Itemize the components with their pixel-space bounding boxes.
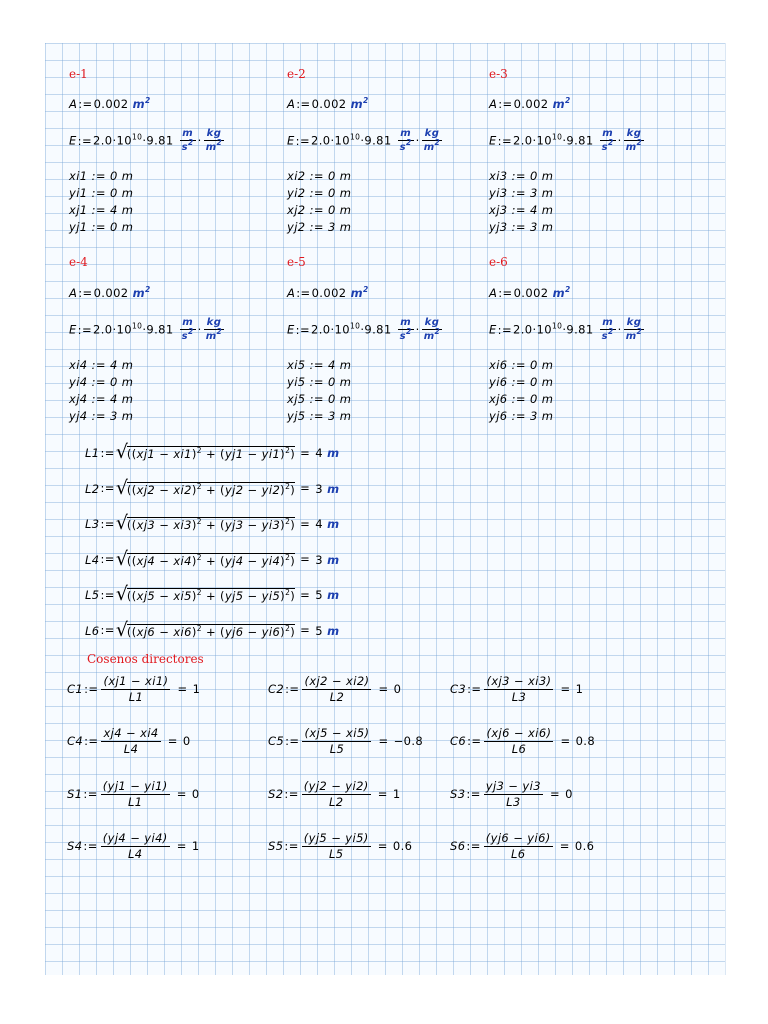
yj-term: yj1 <box>224 447 244 461</box>
coord-yj2[interactable]: yj2 := 3 m <box>287 220 352 234</box>
radical-icon: √ <box>115 583 129 605</box>
length-unit: m <box>327 552 340 567</box>
fraction <box>101 781 170 808</box>
length-equation-l3[interactable]: L3:= √ $((xj3 - xi3)^2 + (yj3 - yi3)^2) = 4$ m <box>85 512 340 534</box>
unit-fraction-kgm2: $\frac{kg}{m^2}$ <box>423 317 441 342</box>
coord-xi3[interactable]: xi3 := 0 m <box>489 169 554 183</box>
director-symbol: S5 <box>268 839 284 853</box>
length-equation-l4[interactable]: L4:= √ $((xj4 - xi4)^2 + (yj4 - yi4)^2) = 3$ m <box>85 547 340 570</box>
xi-term: xi4 <box>173 553 192 568</box>
coord-xj5[interactable]: xj5 := 0 m <box>287 392 352 406</box>
fraction <box>302 676 371 703</box>
director-c5[interactable]: C5:= $\frac{(xj5 - xi5)}{L5}$ = −0.8 <box>268 726 424 756</box>
coord-yj4[interactable]: yj4 := 3 m <box>69 409 134 423</box>
area-unit: m <box>350 286 363 300</box>
modulus-g: 9.81 <box>364 322 392 337</box>
length-symbol: L5 <box>85 587 100 602</box>
area-unit: m <box>350 97 363 111</box>
unit-fraction-ms2: $\frac{m}{s^2}$ <box>399 128 412 153</box>
modulus-g: 9.81 <box>566 322 594 337</box>
fraction-numerator: (yj6 − yi6) <box>485 831 551 845</box>
xj-term: xj6 <box>136 624 156 639</box>
area-def[interactable]: A:=0.002 $m^2$ <box>287 96 369 111</box>
area-unit: m <box>132 97 145 111</box>
director-result: 1 <box>192 682 201 696</box>
director-result: 1 <box>575 682 584 696</box>
area-symbol: A <box>69 286 78 300</box>
length-unit: m <box>327 481 340 496</box>
modulus-def[interactable]: $E:=2.0\cdot 10^{10}\cdot 9.81$ $\frac{m}{s^2}$ · $\frac{kg}{m^2}$ <box>287 317 441 342</box>
yj-term: yj5 <box>224 589 244 603</box>
modulus-base: 10 <box>334 133 350 148</box>
modulus-exp: 10 <box>349 132 361 142</box>
length-symbol: L3 <box>85 516 100 531</box>
coord-xj1[interactable]: xj1 := 4 m <box>69 203 134 217</box>
radicand: $((xj3 - xi3)^2 + (yj3 - yi3)^2)$ <box>126 517 296 532</box>
director-symbol: C4 <box>67 734 84 748</box>
fraction <box>484 833 553 860</box>
modulus-mantissa: 2.0 <box>310 322 331 337</box>
length-result: 4 <box>315 516 323 531</box>
unit-fraction-kgm2: $\frac{kg}{m^2}$ <box>625 128 643 153</box>
director-c6[interactable]: C6:= $\frac{(xj6 - xi6)}{L6}$ = 0.8 <box>450 726 596 756</box>
director-symbol: S3 <box>450 787 466 801</box>
director-s5[interactable]: S5:= $\frac{(yj5 - yi5)}{L5}$ = 0.6 <box>268 831 413 861</box>
director-c3[interactable]: C3:= $\frac{(xj3 - xi3)}{L3}$ = 1 <box>450 674 584 704</box>
fraction-denominator: L3 <box>506 794 521 809</box>
area-def[interactable]: A:=0.002 $m^2$ <box>69 285 151 300</box>
modulus-g: 9.81 <box>566 133 594 148</box>
area-symbol: A <box>287 286 296 300</box>
fraction <box>302 833 371 860</box>
fraction <box>302 728 371 755</box>
xi-term: xi3 <box>173 518 192 532</box>
fraction-numerator: (xj5 − xi5) <box>304 726 370 740</box>
coord-xj4[interactable]: xj4 := 4 m <box>69 392 134 406</box>
length-unit: m <box>327 623 340 638</box>
length-symbol: L6 <box>85 623 100 638</box>
area-unit: m <box>552 286 565 300</box>
modulus-exp: 10 <box>349 321 361 331</box>
xj-term: xj3 <box>136 518 156 532</box>
modulus-def[interactable]: $E:=2.0\cdot 10^{10}\cdot 9.81$ $\frac{m}{s^2}$ · $\frac{kg}{m^2}$ <box>489 128 643 153</box>
coord-yi4[interactable]: yi4 := 0 m <box>69 375 134 389</box>
coord-xi6[interactable]: xi6 := 0 m <box>489 358 554 372</box>
director-symbol: C5 <box>268 734 285 748</box>
director-s1[interactable]: S1:= $\frac{(yj1 - yi1)}{L1}$ = 0 <box>67 779 200 809</box>
section-label-e4: e-4 <box>69 255 88 269</box>
yi-term: yi2 <box>261 482 281 497</box>
coord-yj3[interactable]: yj3 := 3 m <box>489 220 554 234</box>
radical-icon: √ <box>115 547 129 570</box>
yj-term: yj3 <box>224 518 244 532</box>
section-label-e2: e-2 <box>287 67 306 81</box>
director-symbol: S1 <box>67 787 83 801</box>
modulus-base: 10 <box>536 133 552 148</box>
area-def[interactable]: A:=0.002 $m^2$ <box>69 96 151 111</box>
modulus-g: 9.81 <box>146 133 174 148</box>
length-symbol: L1 <box>85 445 100 460</box>
yi-term: yi4 <box>261 553 281 568</box>
coord-yi3[interactable]: yi3 := 3 m <box>489 186 554 200</box>
area-def[interactable]: A:=0.002 $m^2$ <box>489 96 571 111</box>
length-result: 5 <box>315 587 323 602</box>
coord-yj5[interactable]: yj5 := 3 m <box>287 409 352 423</box>
length-unit: m <box>327 516 340 531</box>
unit-fraction-kgm2: $\frac{kg}{m^2}$ <box>423 128 441 153</box>
xi-term: xi1 <box>173 447 192 461</box>
yj-term: yj2 <box>224 482 244 497</box>
director-symbol: S4 <box>67 839 83 853</box>
director-result: −0.8 <box>393 734 424 748</box>
modulus-symbol: E <box>69 322 77 337</box>
worksheet <box>45 43 726 975</box>
fraction-denominator: L5 <box>328 846 344 861</box>
fraction <box>484 781 543 808</box>
coord-yj1[interactable]: yj1 := 0 m <box>69 220 134 234</box>
xj-term: xj4 <box>136 553 156 568</box>
modulus-symbol: E <box>287 133 295 148</box>
xi-term: xi6 <box>173 624 192 639</box>
modulus-exp: 10 <box>131 132 143 142</box>
coord-yi5[interactable]: yi5 := 0 m <box>287 375 352 389</box>
fraction <box>101 833 170 860</box>
fraction-numerator: yj3 − yi3 <box>485 779 541 793</box>
director-c1[interactable]: C1:= $\frac{(xj1 - xi1)}{L1}$ = 1 <box>67 674 201 704</box>
director-result: 0 <box>565 787 573 801</box>
director-result: 1 <box>191 839 200 853</box>
director-s6[interactable]: S6:= $\frac{(yj6 - yi6)}{L6}$ = 0.6 <box>450 831 595 861</box>
area-def[interactable]: A:=0.002 $m^2$ <box>287 285 369 300</box>
fraction <box>302 781 371 808</box>
length-symbol: L4 <box>85 552 100 567</box>
area-value: 0.002 <box>513 97 549 111</box>
modulus-mantissa: 2.0 <box>92 133 113 148</box>
fraction-denominator: L6 <box>511 741 527 756</box>
modulus-base: 10 <box>116 133 132 148</box>
length-equation-l5[interactable]: L5:= √ $((xj5 - xi5)^2 + (yj5 - yi5)^2) = 5$ m <box>85 583 340 605</box>
length-unit: m <box>327 445 340 460</box>
modulus-g: 9.81 <box>146 322 174 337</box>
director-result: 0.6 <box>574 839 595 853</box>
modulus-mantissa: 2.0 <box>92 322 113 337</box>
modulus-base: 10 <box>334 322 350 337</box>
director-symbol: C6 <box>450 734 467 748</box>
fraction <box>484 676 553 703</box>
length-result: 5 <box>315 623 323 638</box>
fraction-numerator: (yj2 − yi2) <box>303 779 369 793</box>
xi-term: xi5 <box>173 589 192 603</box>
fraction <box>484 728 553 755</box>
yj-term: yj6 <box>224 624 244 639</box>
fraction-numerator: (xj1 − xi1) <box>103 674 169 688</box>
fraction-numerator: (xj2 − xi2) <box>304 674 370 688</box>
director-result: 0.8 <box>575 734 596 748</box>
unit-fraction-ms2: $\frac{m}{s^2}$ <box>601 128 614 153</box>
coord-xi2[interactable]: xi2 := 0 m <box>287 169 352 183</box>
yi-term: yi6 <box>261 624 281 639</box>
area-value: 0.002 <box>513 286 549 300</box>
area-symbol: A <box>69 97 78 111</box>
fraction-numerator: (xj3 − xi3) <box>486 674 552 688</box>
modulus-symbol: E <box>287 322 295 337</box>
fraction <box>101 728 160 755</box>
modulus-def[interactable]: $E:=2.0\cdot 10^{10}\cdot 9.81$ $\frac{m}{s^2}$ · $\frac{kg}{m^2}$ <box>69 317 223 342</box>
area-unit: m <box>132 286 145 300</box>
xj-term: xj1 <box>136 447 156 461</box>
unit-fraction-kgm2: $\frac{kg}{m^2}$ <box>205 128 223 153</box>
fraction-denominator: L4 <box>127 846 143 861</box>
radical-icon: √ <box>115 476 129 499</box>
xi-term: xi2 <box>173 482 192 497</box>
area-def[interactable]: A:=0.002 $m^2$ <box>489 285 571 300</box>
director-symbol: C2 <box>268 682 285 696</box>
section-label-e3: e-3 <box>489 67 508 81</box>
unit-fraction-ms2: $\frac{m}{s^2}$ <box>601 317 614 342</box>
modulus-symbol: E <box>69 133 77 148</box>
length-result: 3 <box>315 552 323 567</box>
fraction-denominator: L1 <box>127 794 143 809</box>
coord-xj3[interactable]: xj3 := 4 m <box>489 203 554 217</box>
modulus-symbol: E <box>489 322 497 337</box>
area-value: 0.002 <box>93 97 129 111</box>
length-equation-l2[interactable]: L2:= √ $((xj2 - xi2)^2 + (yj2 - yi2)^2) = 3$ m <box>85 476 340 499</box>
section-label-e1: e-1 <box>69 67 88 81</box>
fraction-numerator: (yj1 − yi1) <box>102 779 168 793</box>
fraction-denominator: L3 <box>511 689 527 704</box>
unit-fraction-kgm2: $\frac{kg}{m^2}$ <box>625 317 643 342</box>
radicand: $((xj1 - xi1)^2 + (yj1 - yi1)^2)$ <box>126 446 296 461</box>
section-label-e5: e-5 <box>287 255 306 269</box>
radical-icon: √ <box>115 512 129 534</box>
fraction-denominator: L4 <box>123 741 139 756</box>
area-symbol: A <box>287 97 296 111</box>
area-value: 0.002 <box>93 286 129 300</box>
director-result: 0 <box>393 682 402 696</box>
modulus-base: 10 <box>536 322 552 337</box>
fraction-numerator: (xj6 − xi6) <box>486 726 552 740</box>
director-s2[interactable]: S2:= $\frac{(yj2 - yi2)}{L2}$ = 1 <box>268 779 401 809</box>
unit-fraction-ms2: $\frac{m}{s^2}$ <box>399 317 412 342</box>
fraction-numerator: xj4 − xi4 <box>103 726 159 740</box>
modulus-def[interactable]: $E:=2.0\cdot 10^{10}\cdot 9.81$ $\frac{m}{s^2}$ · $\frac{kg}{m^2}$ <box>69 128 223 153</box>
director-result: 0 <box>191 787 200 801</box>
coord-yi1[interactable]: yi1 := 0 m <box>69 186 134 200</box>
length-unit: m <box>327 587 340 602</box>
length-result: 4 <box>315 445 323 460</box>
radical-icon: √ <box>115 618 129 641</box>
director-s3[interactable]: S3:= $\frac{yj3 - yi3}{L3}$ = 0 <box>450 779 573 809</box>
area-value: 0.002 <box>311 97 347 111</box>
director-result: 0 <box>182 734 191 748</box>
fraction-denominator: L2 <box>328 794 344 809</box>
modulus-symbol: E <box>489 133 497 148</box>
director-symbol: C1 <box>67 682 84 696</box>
coord-xi1[interactable]: xi1 := 0 m <box>69 169 134 183</box>
coord-yj6[interactable]: yj6 := 3 m <box>489 409 554 423</box>
yj-term: yj4 <box>224 553 244 568</box>
xj-term: xj5 <box>136 589 156 603</box>
director-s4[interactable]: S4:= $\frac{(yj4 - yi4)}{L4}$ = 1 <box>67 831 200 861</box>
length-equation-l6[interactable]: L6:= √ $((xj6 - xi6)^2 + (yj6 - yi6)^2) = 5$ m <box>85 618 340 641</box>
fraction-numerator: (yj5 − yi5) <box>303 831 369 845</box>
modulus-def[interactable]: $E:=2.0\cdot 10^{10}\cdot 9.81$ $\frac{m}{s^2}$ · $\frac{kg}{m^2}$ <box>489 317 643 342</box>
modulus-g: 9.81 <box>364 133 392 148</box>
xj-term: xj2 <box>136 482 156 497</box>
yi-term: yi3 <box>261 518 281 532</box>
modulus-exp: 10 <box>131 321 143 331</box>
radicand: $((xj6 - xi6)^2 + (yj6 - yi6)^2)$ <box>126 623 296 639</box>
director-result: 1 <box>392 787 401 801</box>
length-symbol: L2 <box>85 481 100 496</box>
coord-yi2[interactable]: yi2 := 0 m <box>287 186 352 200</box>
modulus-exp: 10 <box>551 132 563 142</box>
radicand: $((xj4 - xi4)^2 + (yj4 - yi4)^2)$ <box>126 552 296 568</box>
radicand: $((xj5 - xi5)^2 + (yj5 - yi5)^2)$ <box>126 588 296 603</box>
modulus-exp: 10 <box>551 321 563 331</box>
radical-icon: √ <box>115 441 129 463</box>
yi-term: yi1 <box>261 447 281 461</box>
coord-xj2[interactable]: xj2 := 0 m <box>287 203 352 217</box>
modulus-mantissa: 2.0 <box>512 133 533 148</box>
modulus-base: 10 <box>116 322 132 337</box>
fraction-denominator: L1 <box>128 689 144 704</box>
director-c4[interactable]: C4:= $\frac{xj4 - xi4}{L4}$ = 0 <box>67 726 191 756</box>
coord-xj6[interactable]: xj6 := 0 m <box>489 392 554 406</box>
modulus-mantissa: 2.0 <box>310 133 331 148</box>
area-symbol: A <box>489 286 498 300</box>
length-result: 3 <box>315 481 323 496</box>
radicand: $((xj2 - xi2)^2 + (yj2 - yi2)^2)$ <box>126 481 296 497</box>
length-equation-l1[interactable]: L1:= √ $((xj1 - xi1)^2 + (yj1 - yi1)^2) = 4$ m <box>85 441 340 463</box>
coord-yi6[interactable]: yi6 := 0 m <box>489 375 554 389</box>
area-value: 0.002 <box>311 286 347 300</box>
area-symbol: A <box>489 97 498 111</box>
unit-fraction-ms2: $\frac{m}{s^2}$ <box>181 128 194 153</box>
fraction-denominator: L6 <box>510 846 526 861</box>
director-c2[interactable]: C2:= $\frac{(xj2 - xi2)}{L2}$ = 0 <box>268 674 402 704</box>
fraction-numerator: (yj4 − yi4) <box>102 831 168 845</box>
director-symbol: S2 <box>268 787 284 801</box>
fraction <box>101 676 170 703</box>
director-symbol: S6 <box>450 839 466 853</box>
fraction-denominator: L2 <box>329 689 345 704</box>
area-unit: m <box>552 97 565 111</box>
modulus-mantissa: 2.0 <box>512 322 533 337</box>
director-symbol: C3 <box>450 682 467 696</box>
cosenos-directores-heading: Cosenos directores <box>87 652 204 666</box>
unit-fraction-ms2: $\frac{m}{s^2}$ <box>181 317 194 342</box>
modulus-def[interactable]: $E:=2.0\cdot 10^{10}\cdot 9.81$ $\frac{m}{s^2}$ · $\frac{kg}{m^2}$ <box>287 128 441 153</box>
coord-xi4[interactable]: xi4 := 4 m <box>69 358 134 372</box>
director-result: 0.6 <box>392 839 413 853</box>
fraction-denominator: L5 <box>329 741 345 756</box>
unit-fraction-kgm2: $\frac{kg}{m^2}$ <box>205 317 223 342</box>
coord-xi5[interactable]: xi5 := 4 m <box>287 358 352 372</box>
yi-term: yi5 <box>261 589 281 603</box>
section-label-e6: e-6 <box>489 255 508 269</box>
